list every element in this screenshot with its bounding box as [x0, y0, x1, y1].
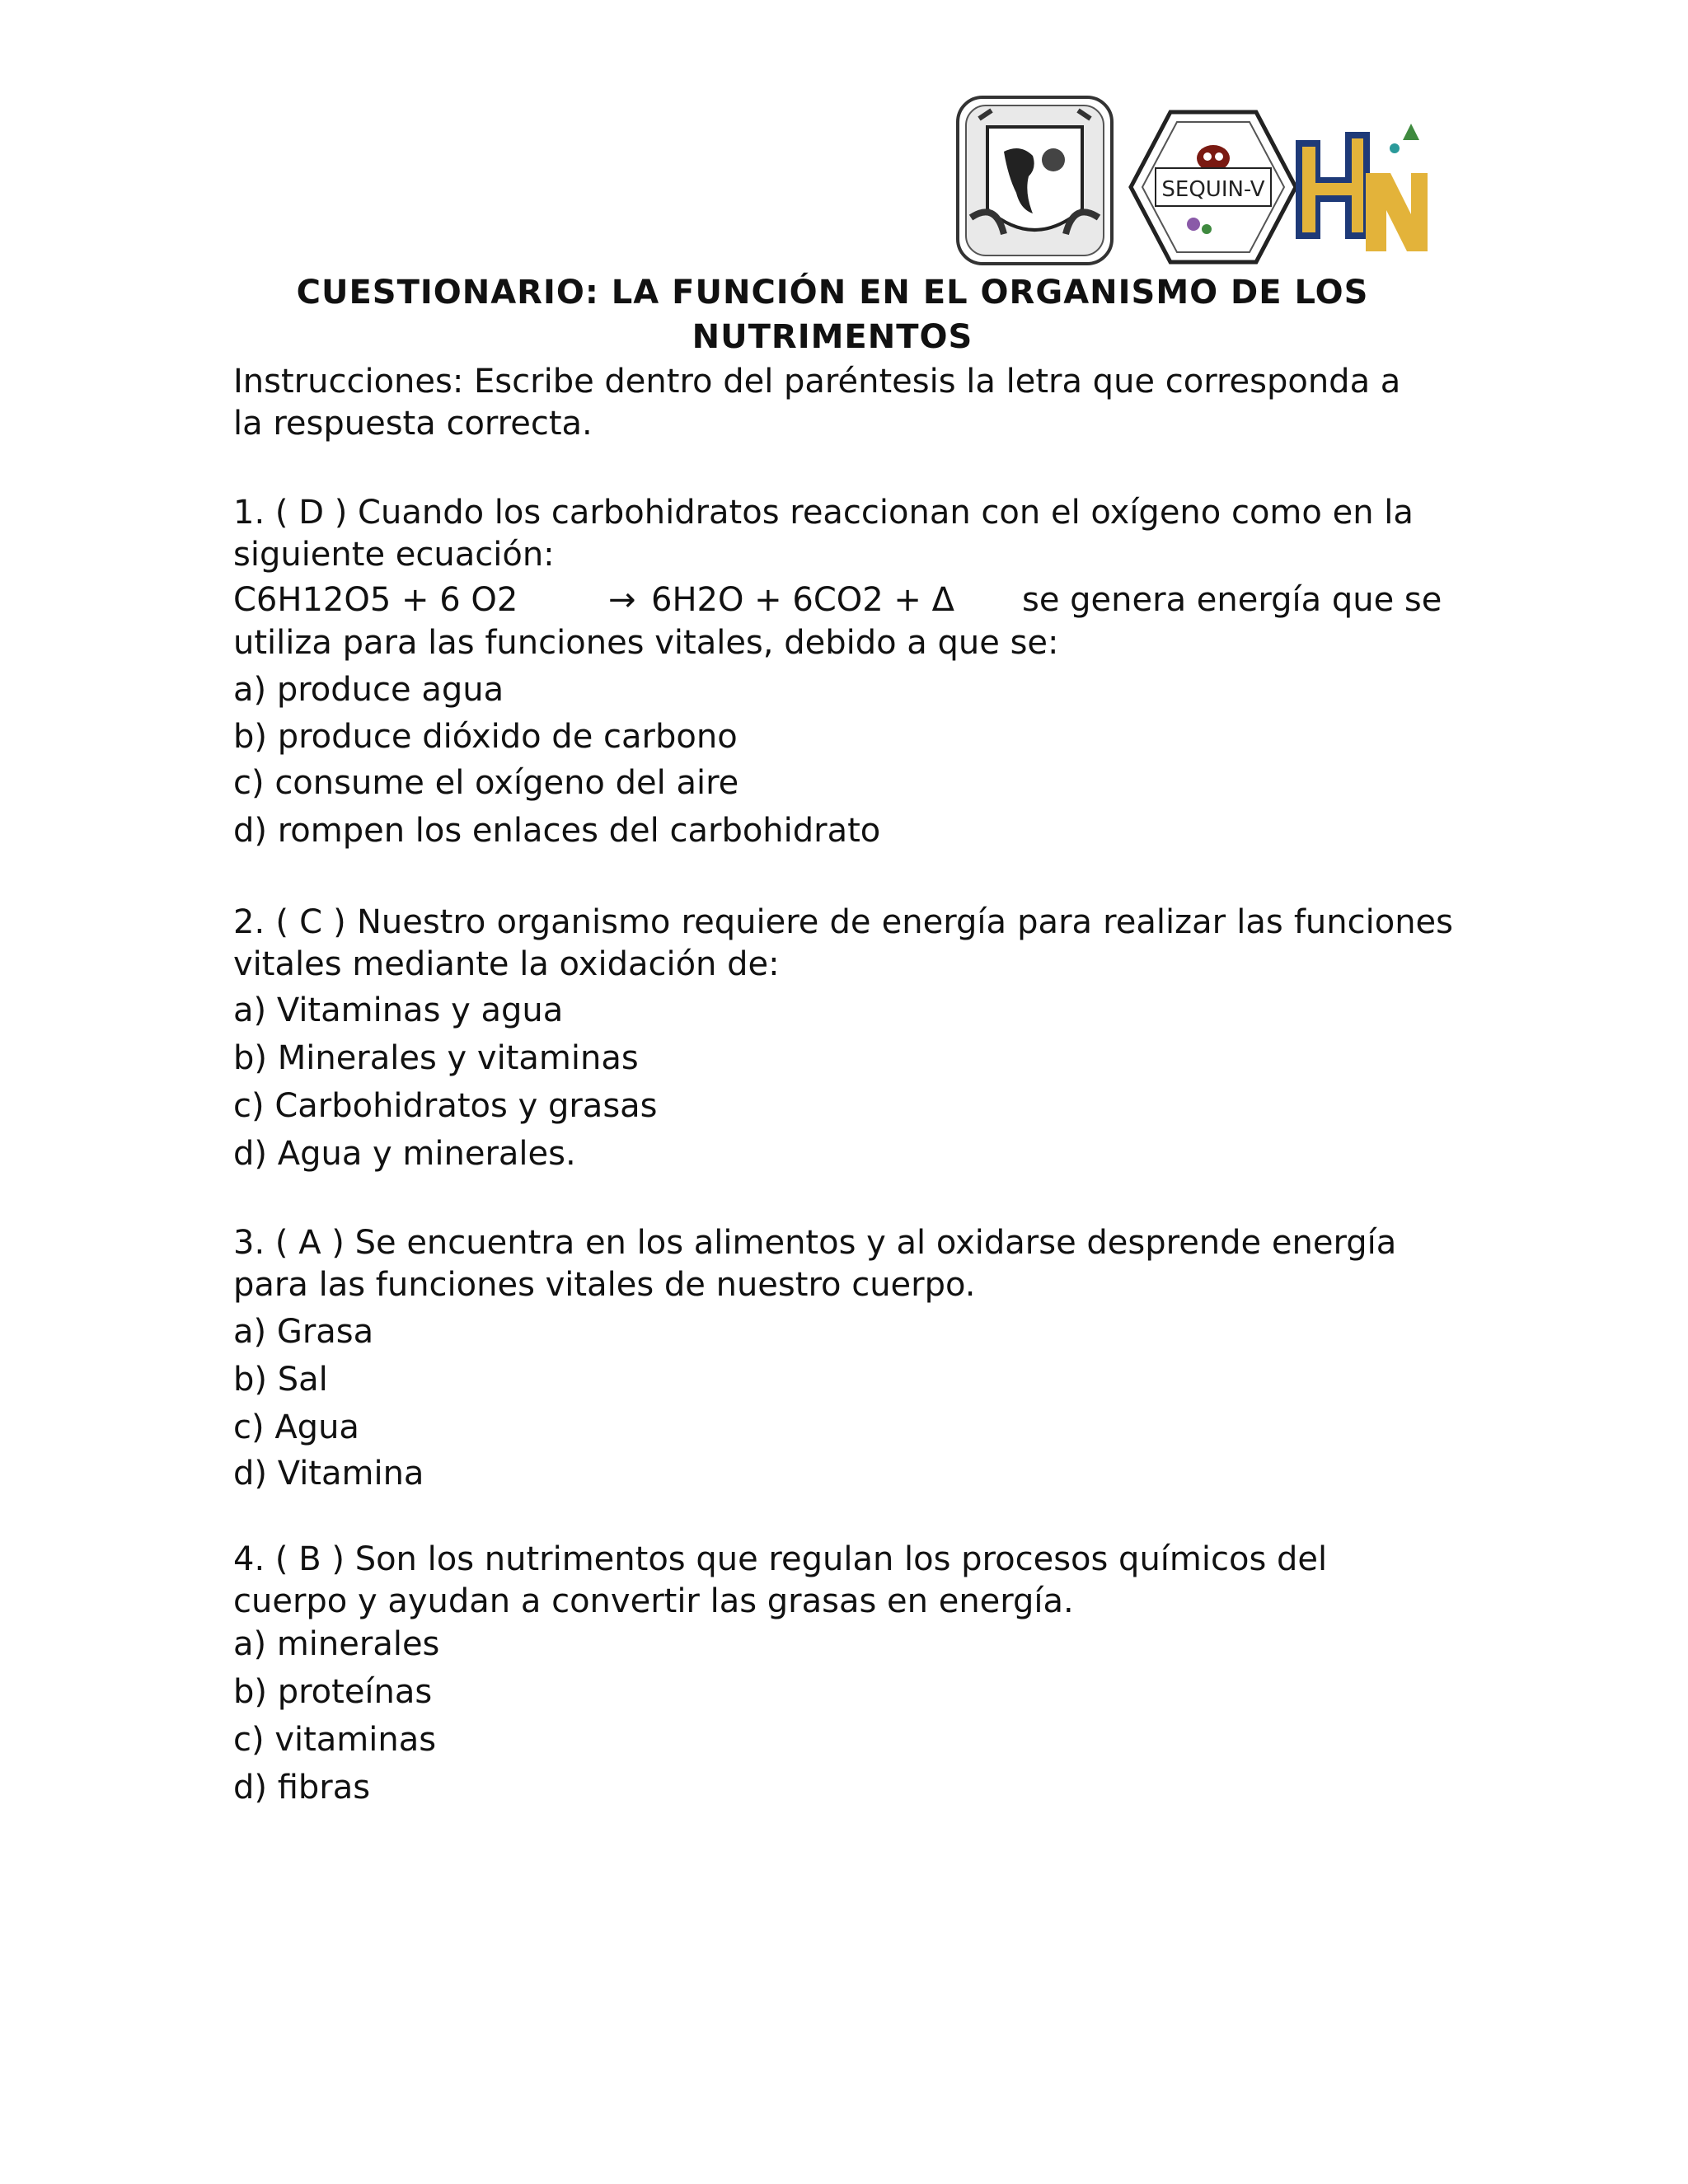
question-1-number: 1. ( D ) [233, 494, 348, 532]
question-3-option-c: c) Agua [233, 1408, 359, 1446]
equation-products: 6H2O + 6CO2 + Δ [651, 581, 955, 619]
question-2-option-a: a) Vitaminas y agua [233, 991, 564, 1029]
equation-reactants: C6H12O5 + 6 O2 [233, 581, 518, 619]
equation-continuation: se genera energía que se [1022, 581, 1442, 619]
sequin-v-logo-text: SEQUIN-V [1161, 177, 1265, 202]
instructions: Instrucciones: Escribe dentro del paréntesis la letra que corresponda a la respuesta correcta. [233, 363, 1401, 443]
sequin-v-logo [1128, 109, 1299, 265]
question-3-text: Se encuentra en los alimentos y al oxidarse desprende energía para las funciones vitales de nuestro cuerpo. [233, 1224, 1397, 1304]
question-1-text: Cuando los carbohidratos reaccionan con el oxígeno como en la siguiente ecuación: [233, 494, 1414, 574]
question-4-option-d: d) fibras [233, 1769, 371, 1807]
question-3-option-a: a) Grasa [233, 1313, 374, 1351]
title-line-1: CUESTIONARIO: LA FUNCIÓN EN EL ORGANISMO DE LOS [296, 274, 1369, 312]
equation-arrow: → [608, 581, 636, 619]
question-1-option-b: b) produce dióxido de carbono [233, 718, 738, 756]
question-3 [233, 1222, 1453, 1306]
hnc-logo [1287, 115, 1436, 264]
question-4-text: Son los nutrimentos que regulan los procesos químicos del cuerpo y ayudan a convertir las grasas en energía. [233, 1540, 1328, 1620]
question-1 [233, 492, 1445, 576]
header-logos [948, 91, 1459, 272]
question-4 [233, 1539, 1387, 1623]
question-4-number: 4. ( B ) [233, 1540, 345, 1578]
question-3-option-b: b) Sal [233, 1361, 328, 1399]
question-3-option-d: d) Vitamina [233, 1455, 424, 1493]
document-title [231, 270, 1434, 359]
question-1-option-d: d) rompen los enlaces del carbohidrato [233, 812, 881, 850]
question-2-number: 2. ( C ) [233, 903, 346, 941]
question-2-text: Nuestro organismo requiere de energía para realizar las funciones vitales mediante la oxidación de: [233, 903, 1453, 983]
title-line-2: NUTRIMENTOS [692, 318, 973, 356]
question-1-option-a: a) produce agua [233, 671, 504, 709]
question-4-option-b: b) proteínas [233, 1673, 433, 1711]
question-1-text-after: utiliza para las funciones vitales, debido a que se: [233, 624, 1059, 662]
unam-seal-logo [954, 94, 1115, 267]
question-2-option-d: d) Agua y minerales. [233, 1135, 576, 1173]
question-2 [233, 902, 1453, 986]
question-1-option-c: c) consume el oxígeno del aire [233, 764, 739, 802]
question-2-option-b: b) Minerales y vitaminas [233, 1039, 639, 1077]
question-4-option-c: c) vitaminas [233, 1721, 437, 1759]
question-2-option-c: c) Carbohidratos y grasas [233, 1087, 658, 1125]
question-3-number: 3. ( A ) [233, 1224, 345, 1262]
question-4-option-a: a) minerales [233, 1625, 440, 1663]
